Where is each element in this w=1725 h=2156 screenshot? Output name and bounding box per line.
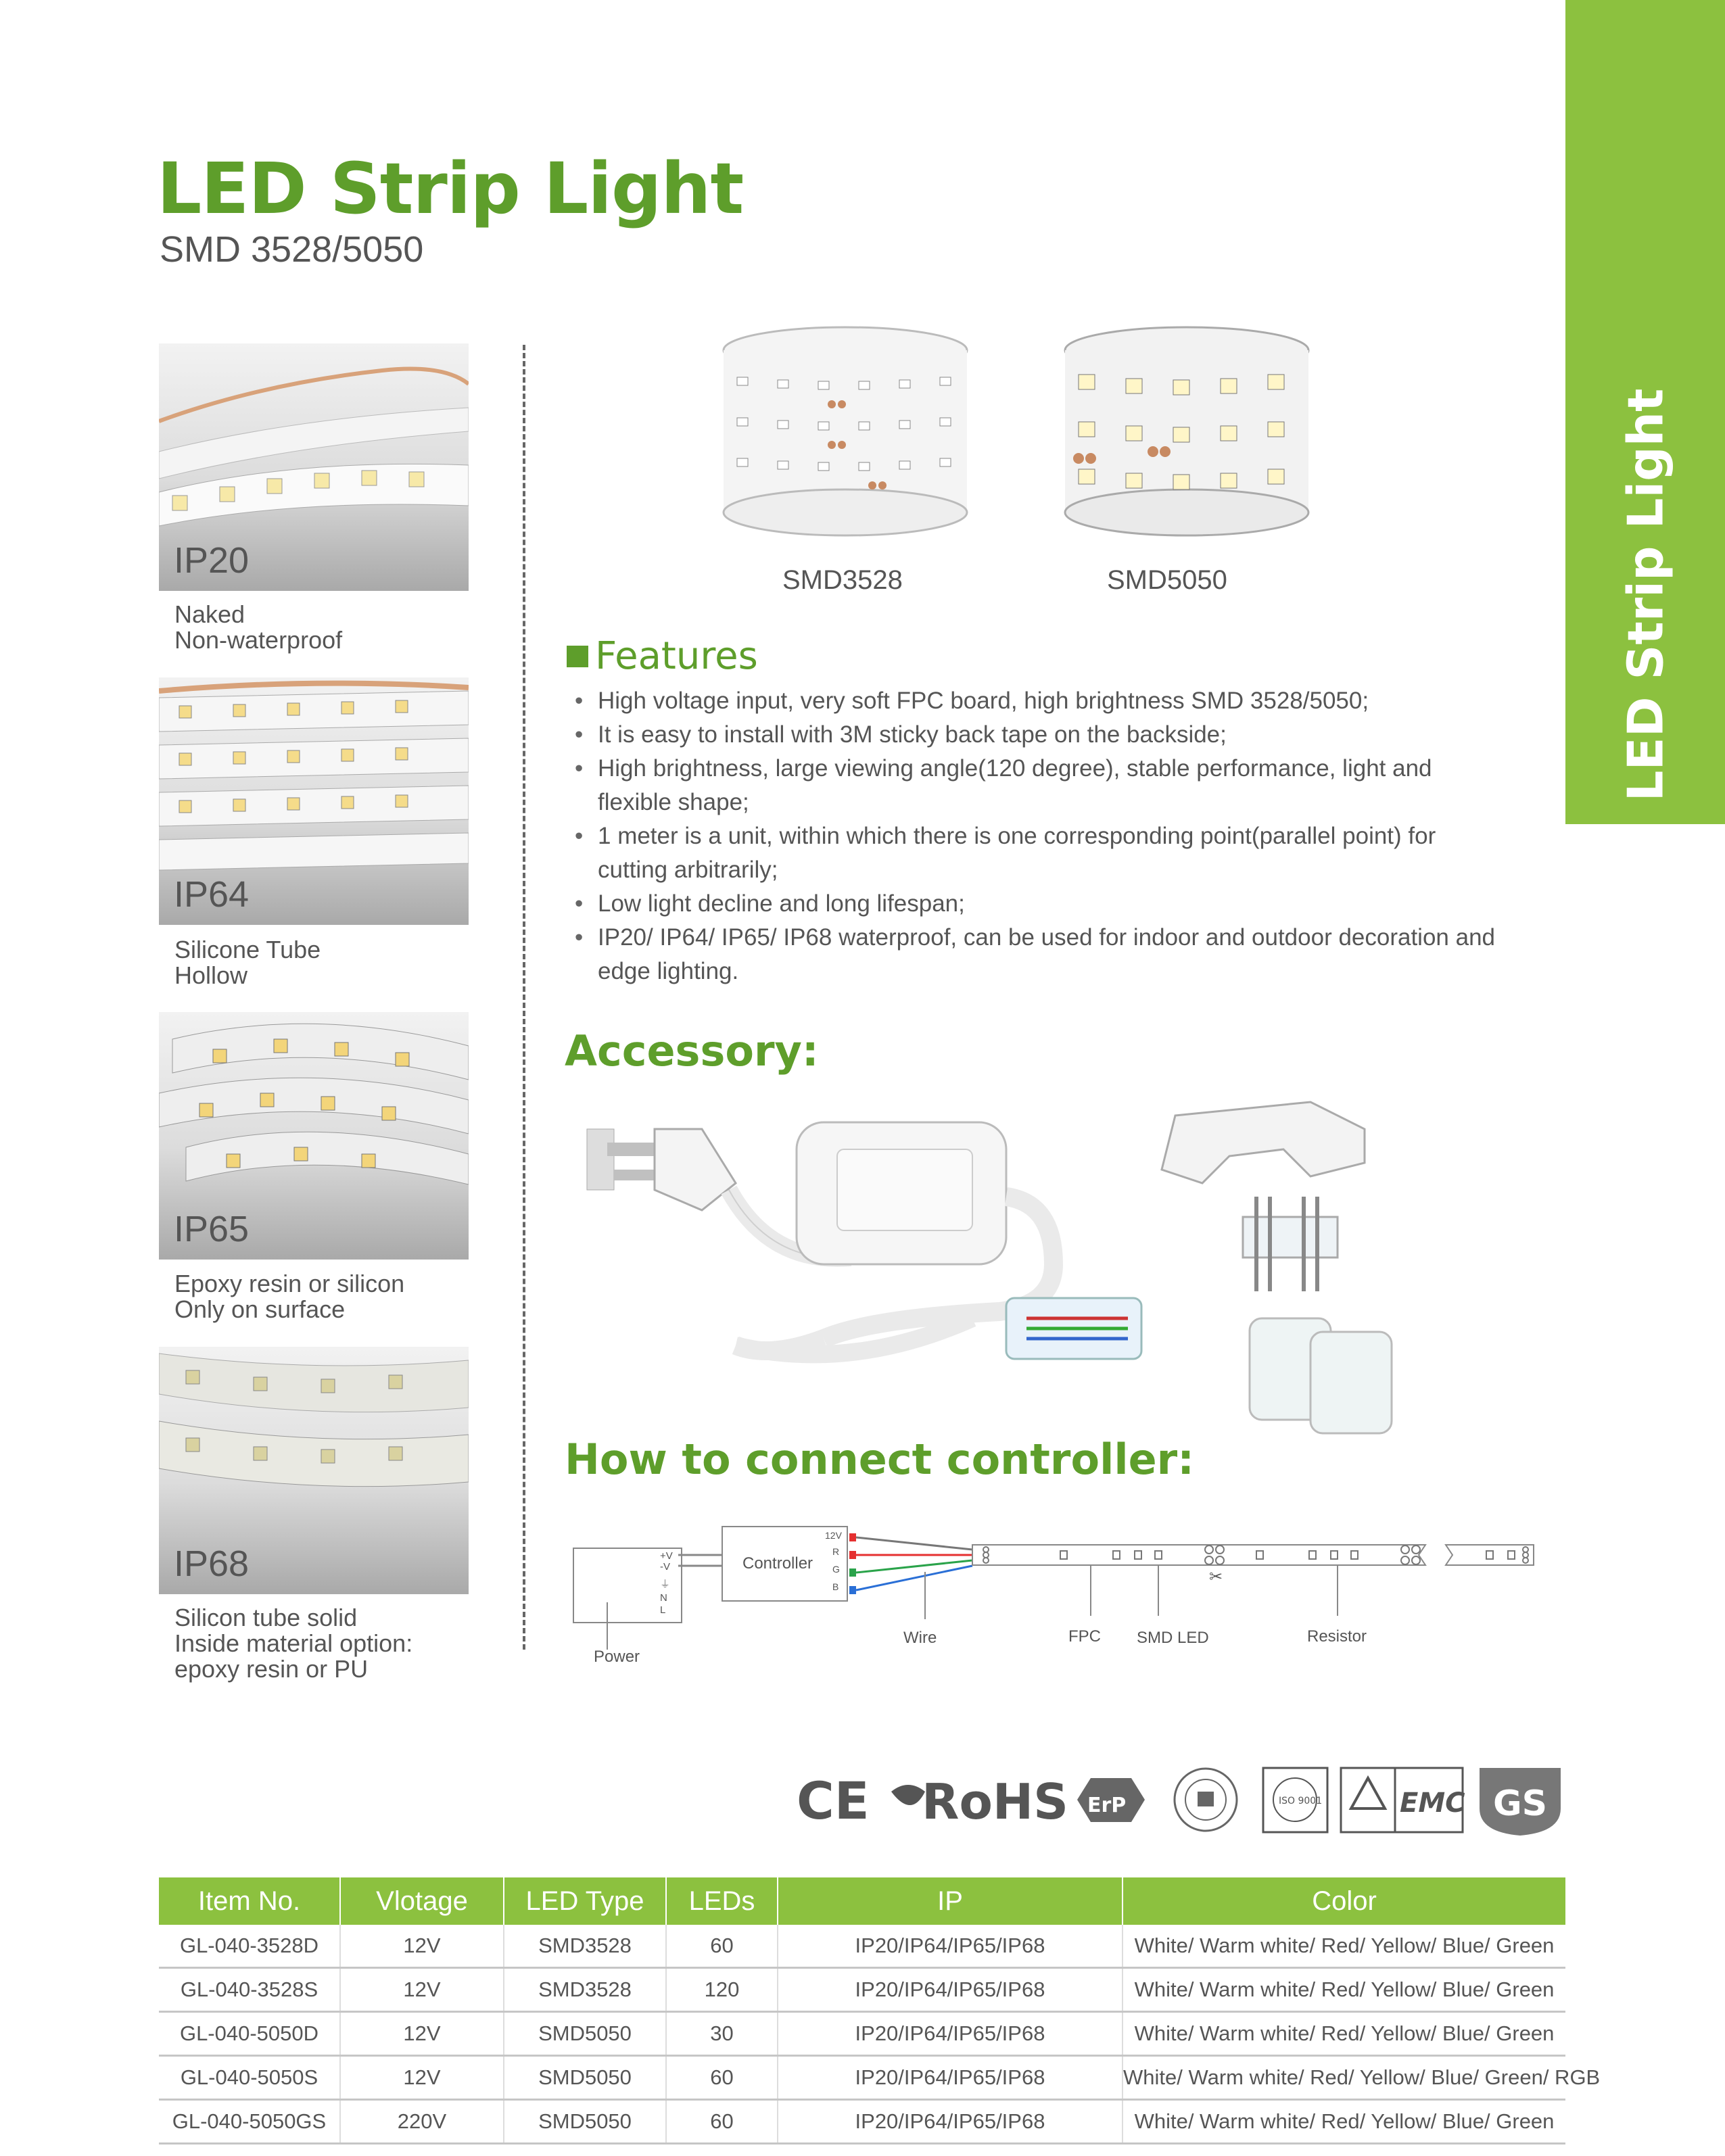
spec-table: [159, 1877, 1601, 2145]
table-cell: 12V: [340, 1968, 504, 2012]
table-cell: SMD5050: [504, 2056, 666, 2100]
column-header: Vlotage: [340, 1877, 504, 1925]
features-heading: Features: [567, 634, 758, 678]
column-header: LEDs: [666, 1877, 778, 1925]
feature-item: • Low light decline and long lifespan;: [582, 887, 1501, 921]
wire-label: Wire: [903, 1629, 937, 1647]
ip20-photo: [159, 343, 469, 591]
ip65-description: Epoxy resin or silicon Only on surface: [174, 1270, 405, 1323]
page-subtitle: SMD 3528/5050: [160, 229, 424, 270]
table-cell: 12V: [340, 1925, 504, 1968]
ip64-photo: [159, 677, 469, 925]
iso-seal-icon: [1175, 1769, 1237, 1831]
pin-label: G: [832, 1564, 840, 1575]
svg-text:ErP: ErP: [1087, 1794, 1127, 1817]
table-row: [159, 2056, 1565, 2100]
ip65-photo: [159, 1012, 469, 1260]
table-cell: SMD5050: [504, 2100, 666, 2144]
scissors-icon: ✂: [1209, 1568, 1223, 1586]
table-row: [159, 1968, 1565, 2012]
smd-led-label: SMD LED: [1137, 1629, 1209, 1647]
svg-text:GS: GS: [1493, 1783, 1548, 1824]
table-cell: 12V: [340, 2056, 504, 2100]
connect-heading: How to connect controller:: [565, 1435, 1195, 1484]
emc-mark-icon: [1395, 1768, 1465, 1832]
table-cell: 12V: [340, 2012, 504, 2056]
column-header: Color: [1123, 1877, 1565, 1925]
table-cell: 60: [666, 2056, 778, 2100]
ip65-label: IP65: [174, 1209, 250, 1249]
wiring-diagram: [567, 1514, 1540, 1663]
ip64-description: Silicone Tube Hollow: [174, 936, 321, 989]
table-cell: 60: [666, 2100, 778, 2144]
ip68-description: Silicon tube solid Inside material option: epoxy resin or PU: [174, 1604, 413, 1683]
table-row: [159, 2012, 1565, 2056]
table-cell: 220V: [340, 2100, 504, 2144]
table-cell: GL-040-3528D: [159, 1925, 340, 1968]
resistor-label: Resistor: [1307, 1627, 1367, 1646]
terminal-label: +V: [660, 1550, 673, 1562]
ip20-label: IP20: [174, 540, 250, 581]
smd3528-reel-image: [703, 323, 987, 540]
ce-mark-icon: CE: [797, 1771, 870, 1831]
table-cell: SMD3528: [504, 1925, 666, 1968]
table-cell: IP20/IP64/IP65/IP68: [778, 2012, 1123, 2056]
table-cell: IP20/IP64/IP65/IP68: [778, 1925, 1123, 1968]
table-cell: IP20/IP64/IP65/IP68: [778, 2056, 1123, 2100]
feature-item: • High brightness, large viewing angle(120 degree), stable performance, light and flexible shape;: [582, 752, 1501, 819]
power-plug-icon: [587, 1129, 736, 1210]
ip20-description: Naked Non-waterproof: [174, 600, 343, 654]
table-cell: GL-040-5050S: [159, 2056, 340, 2100]
ip68-photo: [159, 1347, 469, 1594]
table-cell: White/ Warm white/ Red/ Yellow/ Blue/ Green: [1123, 1968, 1565, 2012]
controller-label: Controller: [742, 1554, 813, 1573]
table-cell: SMD3528: [504, 1968, 666, 2012]
end-cap-icon: [1250, 1318, 1392, 1433]
accessory-image: [567, 1088, 1547, 1460]
svg-text:ISO 9001: ISO 9001: [1279, 1796, 1323, 1806]
table-cell: White/ Warm white/ Red/ Yellow/ Blue/ Green/ RGB: [1123, 2056, 1565, 2100]
table-row: [159, 1925, 1565, 1968]
features-list: [582, 684, 1501, 988]
rohs-mark-icon: RoHS: [922, 1773, 1069, 1830]
accessory-heading: Accessory:: [565, 1026, 819, 1076]
table-cell: GL-040-5050D: [159, 2012, 340, 2056]
table-cell: 60: [666, 1925, 778, 1968]
smd5050-reel-image: [1045, 323, 1329, 540]
terminal-label: N: [660, 1592, 667, 1604]
terminal-label: ⏚: [660, 1579, 671, 1590]
feature-item: • IP20/ IP64/ IP65/ IP68 waterproof, can be used for indoor and outdoor decoration and edge lighting.: [582, 921, 1501, 988]
feature-item: • 1 meter is a unit, within which there is one corresponding point(parallel point) for cutting arbitrarily;: [582, 819, 1501, 887]
terminal-label: L: [660, 1604, 666, 1616]
terminal-label: -V: [660, 1561, 670, 1573]
side-tab-label: LED Strip Light: [1617, 388, 1674, 802]
table-cell: IP20/IP64/IP65/IP68: [778, 2100, 1123, 2144]
feature-item: • High voltage input, very soft FPC board, high brightness SMD 3528/5050;: [582, 684, 1501, 718]
ip68-label: IP68: [174, 1543, 250, 1584]
table-header-row: [159, 1877, 1565, 1925]
connector-pins-icon: [1243, 1197, 1338, 1291]
pin-label: B: [832, 1581, 839, 1592]
table-cell: IP20/IP64/IP65/IP68: [778, 1968, 1123, 2012]
table-cell: White/ Warm white/ Red/ Yellow/ Blue/ Green: [1123, 1925, 1565, 1968]
table-cell: 120: [666, 1968, 778, 2012]
table-cell: SMD5050: [504, 2012, 666, 2056]
column-header: Item No.: [159, 1877, 340, 1925]
table-cell: 30: [666, 2012, 778, 2056]
mounting-clip-icon: [1162, 1102, 1365, 1183]
table-row: [159, 2100, 1565, 2144]
fpc-label: FPC: [1068, 1627, 1101, 1646]
table-cell: GL-040-5050GS: [159, 2100, 340, 2144]
gs-mark-icon: [1480, 1768, 1561, 1836]
page-title: LED Strip Light: [157, 147, 744, 230]
heading-square-icon: [567, 646, 588, 667]
column-divider: [523, 345, 525, 1650]
pin-label: R: [832, 1546, 840, 1557]
iso9001-mark-icon: [1263, 1768, 1327, 1832]
tuv-mark-icon: [1341, 1768, 1395, 1832]
table-cell: White/ Warm white/ Red/ Yellow/ Blue/ Green: [1123, 2100, 1565, 2144]
smd5050-caption: SMD5050: [1107, 565, 1227, 595]
svg-text:EMC: EMC: [1400, 1788, 1465, 1819]
table-cell: GL-040-3528S: [159, 1968, 340, 2012]
certification-logos: [790, 1758, 1567, 1842]
table-cell: White/ Warm white/ Red/ Yellow/ Blue/ Green: [1123, 2012, 1565, 2056]
power-label: Power: [594, 1648, 640, 1663]
column-header: LED Type: [504, 1877, 666, 1925]
leaf-icon: [891, 1785, 925, 1805]
feature-item: • It is easy to install with 3M sticky back tape on the backside;: [582, 718, 1501, 752]
erp-mark-icon: [1077, 1778, 1145, 1822]
ip64-label: IP64: [174, 874, 250, 915]
smd3528-caption: SMD3528: [782, 565, 903, 595]
pin-label: 12V: [825, 1530, 842, 1541]
column-header: IP: [778, 1877, 1123, 1925]
